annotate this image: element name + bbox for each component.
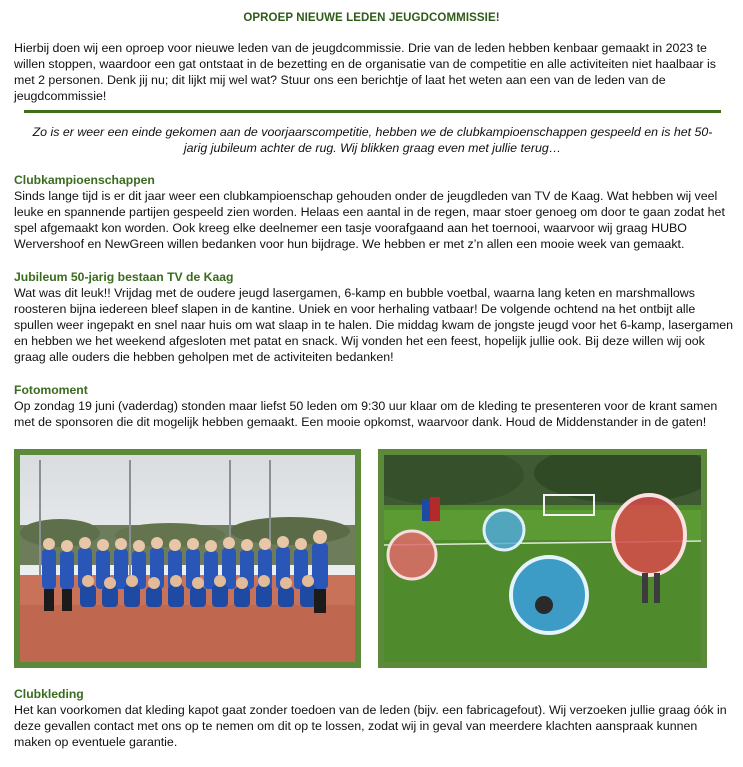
heading-fotomoment: Fotomoment (14, 383, 88, 397)
body-clubkleding: Het kan voorkomen dat kleding kapot gaat zonder toedoen van de leden (bijv. een fabricagefout). Wij verzoeken jullie graag óók in deze gevallen contact met ons op te nemen om dit op te lossen, zodat wij in geval van meerdere klachten aanspraak kunnen maken op eventuele garantie. (14, 703, 727, 749)
body-clubkampioenschappen: Sinds lange tijd is er dit jaar weer een clubkampioenschap gehouden onder de jeugdleden van TV de Kaag. Wat hebben wij veel leuke en spannende partijen gespeeld zien worden. Helaas een aantal in de regen, maar stoer genoeg om door te gaan zodat het spel afgemaakt kon worden. Ook kreeg elke deelnemer een tasje voorafgaand aan het toernooi, waarvoor wij graag HUBO Wervershoof en NewGreen willen bedanken voor hun bijdrage. We hebben er met z’n allen een mooie week van gemaakt. (14, 189, 725, 251)
body-fotomoment: Op zondag 19 juni (vaderdag) stonden maar liefst 50 leden om 9:30 uur klaar om de kleding te presenteren voor de krant samen met de sponsoren die dit mogelijk hebben gemaakt. Een mooie opkomst, waarvoor dank. Houd de Middenstander in de gaten! (14, 399, 718, 429)
group-photo (14, 449, 361, 668)
group-photo-illustration (20, 455, 355, 662)
page-title: OPROEP NIEUWE LEDEN JEUGDCOMMISSIE! (243, 12, 500, 24)
heading-clubkampioenschappen: Clubkampioenschappen (14, 173, 155, 187)
heading-jubileum: Jubileum 50-jarig bestaan TV de Kaag (14, 270, 234, 284)
italic-intro: Zo is er weer een einde gekomen aan de voorjaarscompetitie, hebben we de clubkampioenschappen gespeeld en is het 50-jarig jubileum achter de rug. Wij blikken graag even met jullie terug… (32, 125, 713, 155)
intro-paragraph: Hierbij doen wij een oproep voor nieuwe leden van de jeugdcommissie. Drie van de leden hebben kenbaar gemaakt in 2023 te willen stoppen, waardoor een gat ontstaat in de bezetting en de organisatie van de competitie en alle activiteiten niet haalbaar is met 2 personen. Denk jij nu; dit lijkt mij wel wat? Stuur ons een berichtje of laat het weten aan een van de leden van de jeugdcommissie! (14, 41, 716, 103)
heading-clubkleding: Clubkleding (14, 687, 84, 701)
bubble-football-illustration (384, 455, 701, 662)
body-jubileum: Wat was dit leuk!! Vrijdag met de oudere jeugd lasergamen, 6-kamp en bubble voetbal, waarna lang keten en marshmallows roosteren bijna iedereen bleef slapen in de kantine. Uniek en voor herhaling vatbaar! De volgende ochtend na het ontbijt alle spullen weer ingepakt en snel naar huis om wat slaap in te halen. Die middag kwam de jongste jeugd voor het 6-kamp, lasergamen en hebben we het weekend afgesloten met patat en snack. Wij vonden het een feest, hopelijk jullie ook. Bij deze willen wij ook graag alle ouders die hebben geholpen met de activiteiten bedanken! (14, 286, 734, 364)
bubble-football-photo (378, 449, 707, 668)
section-divider (24, 110, 721, 113)
